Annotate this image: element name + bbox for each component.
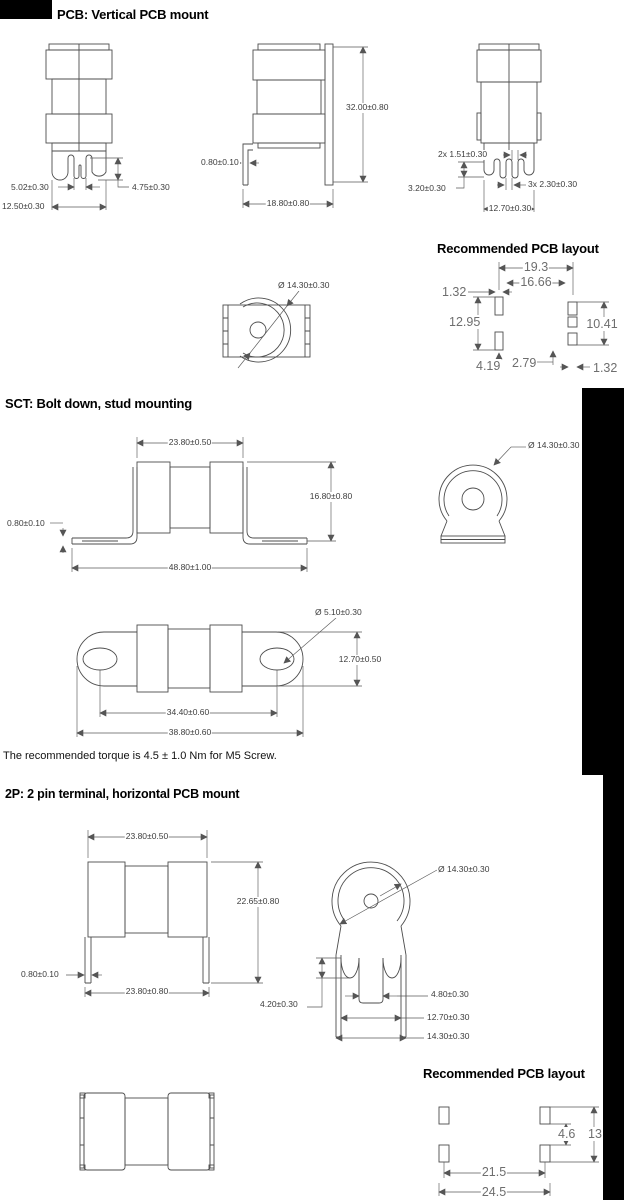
dim-label: 3x 2.30±0.30	[528, 179, 578, 189]
section-title-2p: 2P: 2 pin terminal, horizontal PCB mount	[5, 787, 240, 801]
redacted-block	[0, 0, 52, 19]
dim-label: Ø 5.10±0.30	[315, 607, 362, 617]
black-bar-right-lower	[603, 775, 624, 1200]
dim-label: 16.80±0.80	[309, 491, 353, 501]
section-title-pcb: PCB: Vertical PCB mount	[57, 7, 209, 22]
dim-label: 2.79	[512, 356, 537, 370]
dim-label: 32.00±0.80	[346, 102, 389, 112]
dim-label: 12.70±0.50	[338, 654, 382, 664]
dim-label: Ø 14.30±0.30	[528, 440, 580, 450]
dim-label: 23.80±0.50	[168, 437, 212, 447]
dim-label: 4.6	[558, 1127, 576, 1141]
dim-label: 12.70±0.30	[427, 1012, 470, 1022]
dim-label: 1.32	[593, 361, 618, 375]
2p-front-view	[85, 862, 209, 983]
pcb-top-dims	[238, 291, 299, 368]
dim-label: 23.80±0.50	[125, 831, 169, 841]
dim-label: 0.80±0.10	[7, 518, 45, 528]
sct-front-dims	[50, 437, 336, 572]
pcb-top-view	[223, 298, 310, 362]
layout-title-pcb: Recommended PCB layout	[437, 241, 599, 256]
dim-label: Ø 14.30±0.30	[278, 280, 330, 290]
2p-layout-dims	[439, 1107, 599, 1196]
dim-label: 34.40±0.60	[166, 707, 210, 717]
dim-label: 23.80±0.80	[125, 986, 169, 996]
dim-label: 12.50±0.30	[2, 201, 45, 211]
2p-top-view	[80, 1093, 214, 1170]
dim-label: 14.30±0.30	[427, 1031, 470, 1041]
pcb-layout-pads	[495, 297, 577, 350]
section-title-sct: SCT: Bolt down, stud mounting	[5, 396, 192, 411]
dim-label: 0.80±0.10	[201, 157, 239, 167]
dim-label: 19.3	[523, 260, 549, 274]
dim-label: 4.20±0.30	[260, 999, 298, 1009]
dim-label: 3.20±0.30	[408, 183, 446, 193]
black-bar-right-upper	[582, 388, 624, 775]
pcb-side-view	[243, 44, 333, 185]
2p-layout-pads	[439, 1107, 550, 1162]
dim-label: 24.5	[481, 1185, 507, 1199]
dim-label: 12.95	[449, 315, 481, 329]
dim-label: 18.80±0.80	[266, 198, 310, 208]
dim-label: 4.19	[476, 359, 501, 373]
dim-label: 12.70±0.30	[488, 203, 532, 213]
dim-label: 48.80±1.00	[168, 562, 212, 572]
sct-top-view	[77, 625, 303, 692]
dim-label: 4.80±0.30	[431, 989, 469, 999]
dim-label: 22.65±0.80	[236, 896, 280, 906]
dim-label: 10.41	[586, 317, 618, 331]
pcb-side-dims	[232, 47, 368, 208]
2p-side-view	[332, 862, 410, 1037]
dim-label: 0.80±0.10	[21, 969, 59, 979]
dim-label: 16.66	[520, 275, 552, 289]
torque-note: The recommended torque is 4.5 ± 1.0 Nm for M5 Screw.	[3, 750, 277, 762]
2p-front-dims	[66, 830, 263, 997]
dim-label: 2x 1.51±0.30	[438, 149, 488, 159]
dim-label: 38.80±0.60	[168, 727, 212, 737]
sct-side-view	[439, 465, 507, 543]
pcb-front-view	[46, 44, 112, 180]
dim-label: 1.32	[442, 285, 467, 299]
dim-label: 4.75±0.30	[132, 182, 170, 192]
sct-front-view	[72, 462, 307, 544]
dim-label: 5.02±0.30	[11, 182, 49, 192]
sct-side-dims	[494, 447, 526, 465]
dim-label: 13	[588, 1127, 602, 1141]
dim-label: 21.5	[481, 1165, 507, 1179]
dim-label: Ø 14.30±0.30	[438, 864, 490, 874]
layout-title-2p: Recommended PCB layout	[423, 1066, 585, 1081]
2p-side-dims	[307, 870, 437, 1038]
sct-top-dims	[77, 618, 362, 737]
pcb-front-dims	[52, 158, 129, 210]
